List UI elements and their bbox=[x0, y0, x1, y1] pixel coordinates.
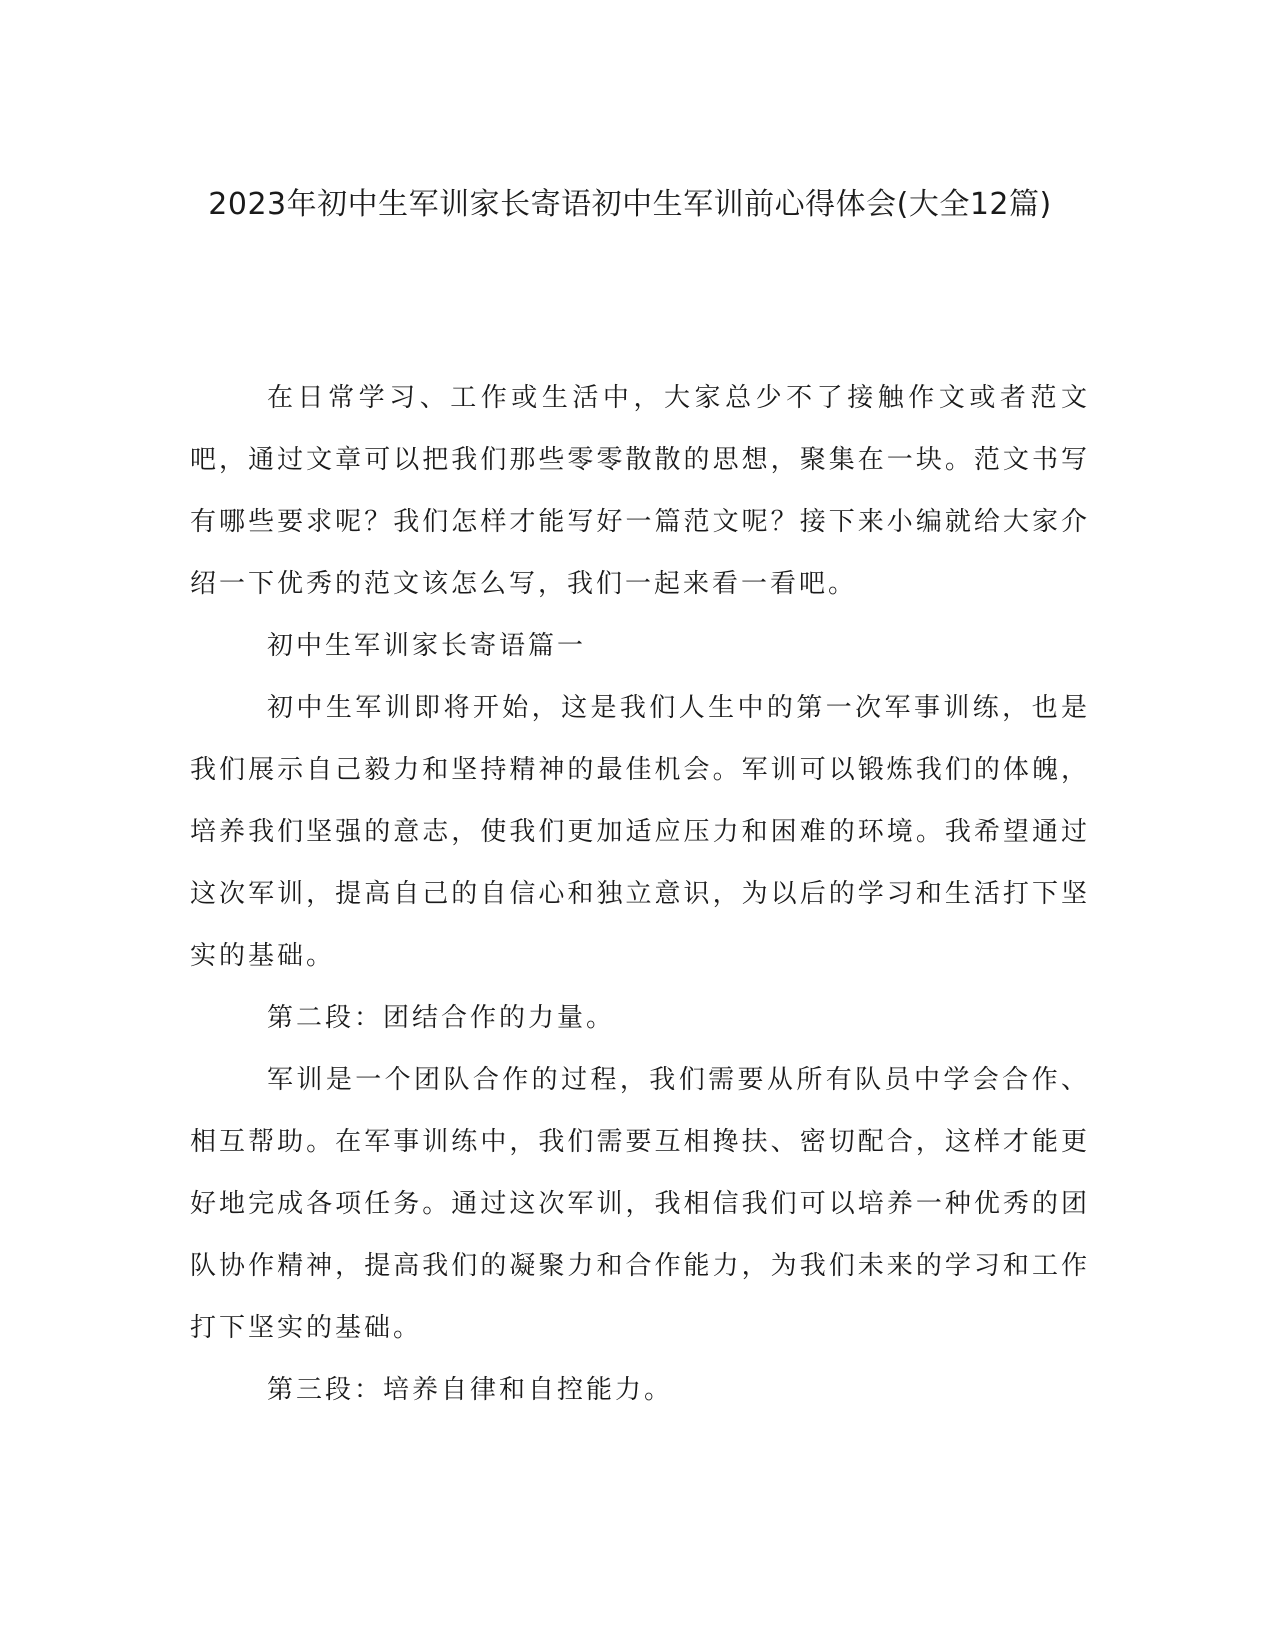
paragraph-2: 军训是一个团队合作的过程，我们需要从所有队员中学会合作、相互帮助。在军事训练中，我们需要互相搀扶、密切配合，这样才能更好地完成各项任务。通过这次军训，我相信我们可以培养一种优秀的团队协作精神，提高我们的凝聚力和合作能力，为我们未来的学习和工作打下坚实的基础。 bbox=[190, 1065, 1090, 1343]
section-heading-3: 第三段：培养自律和自控能力。 bbox=[267, 1375, 674, 1405]
document-title: 2023年初中生军训家长寄语初中生军训前心得体会(大全12篇) bbox=[208, 187, 1052, 222]
document-body bbox=[190, 367, 1090, 1421]
section-heading-2: 第二段：团结合作的力量。 bbox=[267, 1003, 616, 1033]
paragraph-1: 初中生军训即将开始，这是我们人生中的第一次军事训练，也是我们展示自己毅力和坚持精神的最佳机会。军训可以锻炼我们的体魄，培养我们坚强的意志，使我们更加适应压力和困难的环境。我希望通过这次军训，提高自己的自信心和独立意识，为以后的学习和生活打下坚实的基础。 bbox=[190, 693, 1090, 971]
section-heading-1: 初中生军训家长寄语篇一 bbox=[267, 631, 587, 661]
paragraph-intro: 在日常学习、工作或生活中，大家总少不了接触作文或者范文吧，通过文章可以把我们那些零零散散的思想，聚集在一块。范文书写有哪些要求呢？我们怎样才能写好一篇范文呢？接下来小编就给大家介绍一下优秀的范文该怎么写，我们一起来看一看吧。 bbox=[190, 383, 1090, 599]
